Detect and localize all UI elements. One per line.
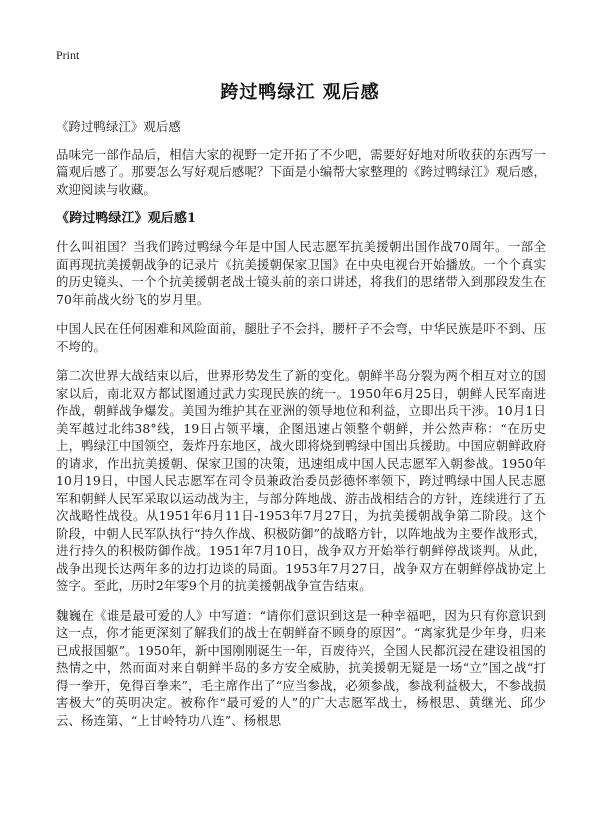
intro-paragraph: 品味完一部作品后，相信大家的视野一定开拓了不少吧，需要好好地对所收获的东西写一篇观后感了。那要怎么写好观后感呢？下面是小编帮大家整理的《跨过鸭绿江》观后感，欢迎阅读与收藏。 <box>56 146 546 197</box>
body-paragraph: 中国人民在任何困难和风险面前，腿肚子不会抖，腰杆子不会弯，中华民族是吓不到、压不垮的。 <box>56 321 546 354</box>
document-subtitle: 《跨过鸭绿江》观后感 <box>56 119 181 134</box>
document-body <box>56 118 546 741</box>
body-paragraph: 第二次世界大战结束以后，世界形势发生了新的变化。朝鲜半岛分裂为两个相互对立的国家以后，南北双方都试图通过武力实现民族的统一。1950年6月25日，朝鲜人民军南进作战，朝鲜战争爆发。美国为维护其在亚洲的领导地位和利益，立即出兵干涉。10月1日美军越过北纬38°线，19日占领平壤，企图迅速占领整个朝鲜，并公然声称：“在历史上，鸭绿江中国领空，轰炸丹东地区，战火即将烧到鸭绿中国出兵援助。中国应朝鲜政府的请求，作出抗美援朝、保家卫国的决策，迅速组成中国人民志愿军入朝参战。1950年10月19日，中国人民志愿军在司令员兼政治委员彭德怀率领下，跨过鸭绿中国人民志愿军和朝鲜人民军采取以运动战为主，与部分阵地战、游击战相结合的方针，连续进行了五次战略性战役。从1951年6月11日-1953年7月27日，为抗美援朝战争第二阶段。这个阶段，中朝人民军队执行“持久作战、积极防御”的战略方针，以阵地战为主要作战形式，进行持久的积极防御作战。1951年7月10日，战争双方开始举行朝鲜停战谈判。从此，战争出现长达两年多的边打边谈的局面。1953年7月27日，战争双方在朝鲜停战协定上签字。至此，历时2年零9个月的抗美援朝战争宣告结束。 <box>56 368 546 593</box>
page-title: 跨过鸭绿江 观后感 <box>220 82 380 103</box>
body-paragraph: 什么叫祖国？当我们跨过鸭绿今年是中国人民志愿军抗美援朝出国作战70周年。一部全面再现抗美援朝战争的记录片《抗美援朝保家卫国》在中央电视台开始播放。一个个真实的历史镜头、一个个抗美援朝老战士镜头前的亲口讲述，将我们的思绪带入到那段发生在70年前战火纷飞的岁月里。 <box>56 239 546 307</box>
print-link[interactable]: Print <box>56 48 80 62</box>
body-paragraph: 魏巍在《谁是最可爱的人》中写道：“请你们意识到这是一种幸福吧，因为只有你意识到这一点，你才能更深刻了解我们的战士在朝鲜奋不顾身的原因”。“离家犹是少年身，归来已成报国躯”。1950年，新中国刚刚诞生一年，百废待兴，全国人民都沉浸在建设祖国的热情之中，然而面对来自朝鲜半岛的多方安全威胁，抗美援朝无疑是一场“立”国之战“打得一拳开，免得百拳来”，毛主席作出了“应当参战，必须参战，参战利益极大，不参战损害极大”的英明决定。被称作“最可爱的人”的广大志愿军战士，杨根思、黄继光、邱少云、杨连第、“上甘岭特功八连”、杨根思 <box>56 607 546 728</box>
section-heading: 《跨过鸭绿江》观后感1 <box>56 211 197 226</box>
